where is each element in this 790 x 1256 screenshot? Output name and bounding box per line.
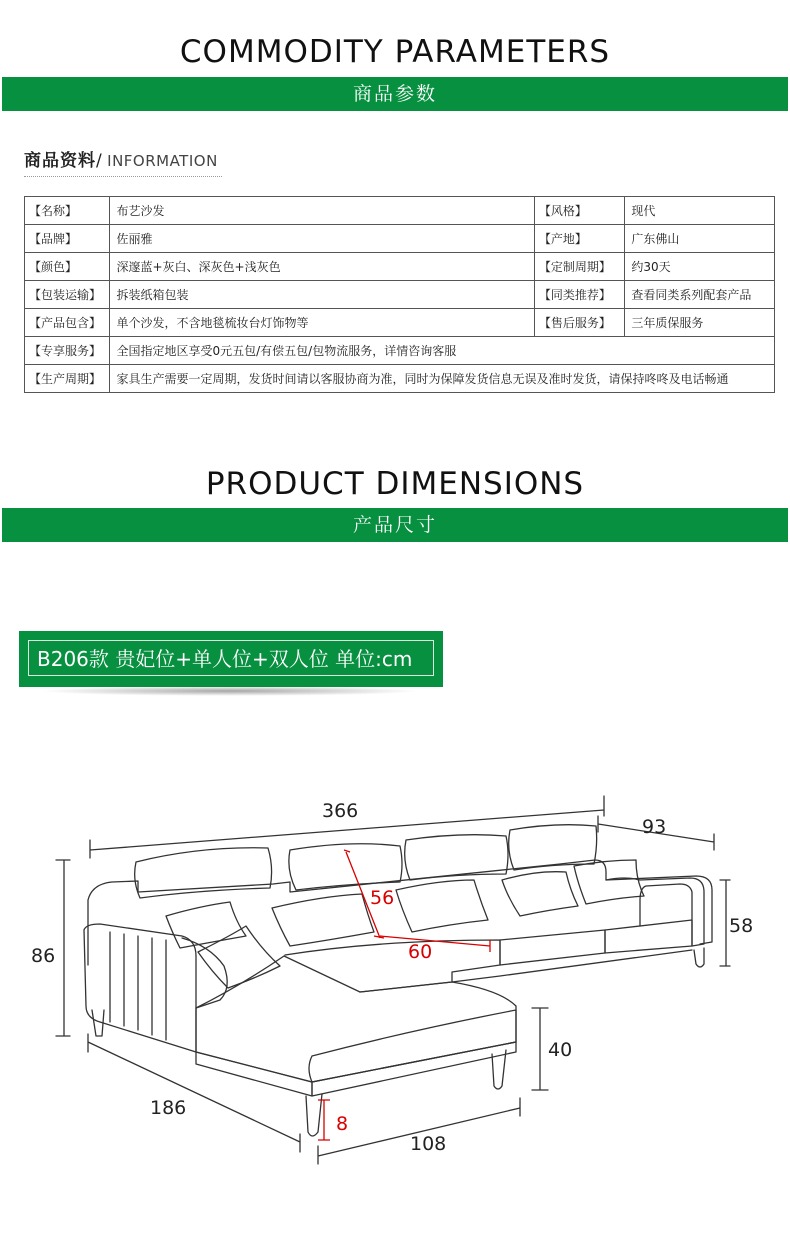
sofa-dimension-diagram <box>0 760 790 1180</box>
param-value: 家具生产需要一定周期，发货时间请以客服协商为准，同时为保障发货信息无误及准时发货，请保持咚咚及电话畅通 <box>110 365 775 393</box>
sofa-base-line <box>452 950 692 982</box>
product-dimensions-title: PRODUCT DIMENSIONS <box>205 466 585 502</box>
chaise-base-front <box>312 1042 516 1096</box>
param-value: 拆装纸箱包装 <box>110 281 534 309</box>
throw-pillow-2 <box>396 880 488 932</box>
model-label-shadow <box>40 686 420 696</box>
dim-leg-height: 8 <box>336 1113 349 1135</box>
param-key: 【专享服务】 <box>25 337 110 365</box>
table-row <box>25 225 775 253</box>
param-value: 查看同类系列配套产品 <box>625 281 775 309</box>
leg-right-back <box>694 948 704 967</box>
table-row <box>25 309 775 337</box>
dim-chaise-length: 186 <box>150 1097 187 1119</box>
param-value: 布艺沙发 <box>110 197 534 225</box>
chaise-pillow-2 <box>198 926 280 988</box>
model-label: B206款 贵妃位+单人位+双人位 单位:cm <box>28 640 434 676</box>
param-value: 三年质保服务 <box>625 309 775 337</box>
back-cushion-4 <box>509 825 597 870</box>
param-key: 【包装运输】 <box>25 281 110 309</box>
param-value: 单个沙发，不含地毯梳妆台灯饰物等 <box>110 309 534 337</box>
dim-back-height: 58 <box>729 915 754 937</box>
param-key: 【名称】 <box>25 197 110 225</box>
chaise-seat-front <box>309 1010 516 1082</box>
product-dimensions-bar: 产品尺寸 <box>2 508 788 542</box>
dim-line-cushion-width <box>380 936 490 952</box>
parameters-table <box>24 196 775 393</box>
commodity-parameters-title: COMMODITY PARAMETERS <box>179 34 611 70</box>
left-seat-cushion <box>285 940 500 992</box>
param-key: 【定制周期】 <box>534 253 625 281</box>
throw-pillow-3 <box>502 872 578 916</box>
dim-total-height: 86 <box>31 945 56 967</box>
table-row <box>25 337 775 365</box>
param-key: 【品牌】 <box>25 225 110 253</box>
param-value: 佐丽雅 <box>110 225 534 253</box>
param-key: 【同类推荐】 <box>534 281 625 309</box>
info-heading-cn: 商品资料 <box>24 151 96 171</box>
model-label-box <box>19 631 443 687</box>
table-row <box>25 365 775 393</box>
throw-pillow-4 <box>574 860 644 904</box>
table-row <box>25 197 775 225</box>
dim-seat-height: 40 <box>548 1039 573 1061</box>
param-key: 【颜色】 <box>25 253 110 281</box>
param-value: 现代 <box>625 197 775 225</box>
table-row <box>25 281 775 309</box>
param-value: 广东佛山 <box>625 225 775 253</box>
dim-cushion-width: 60 <box>408 941 433 963</box>
middle-seat-cushion <box>500 930 605 965</box>
param-key: 【产品包含】 <box>25 309 110 337</box>
param-value: 约30天 <box>625 253 775 281</box>
info-heading-en: INFORMATION <box>107 152 218 170</box>
info-heading-sep: / <box>96 151 102 171</box>
param-key: 【生产周期】 <box>25 365 110 393</box>
param-key: 【风格】 <box>534 197 625 225</box>
right-seat-cushion <box>605 920 692 953</box>
table-row <box>25 253 775 281</box>
commodity-parameters-bar: 商品参数 <box>2 77 788 111</box>
dim-cushion-height: 56 <box>370 887 395 909</box>
info-heading <box>24 148 222 177</box>
dim-line-seat-height <box>532 1008 548 1090</box>
chaise-pillow-1 <box>166 902 246 948</box>
throw-pillow-1 <box>272 894 374 946</box>
dim-depth: 93 <box>642 816 667 838</box>
right-arm <box>606 878 704 946</box>
param-key: 【产地】 <box>534 225 625 253</box>
back-cushion-3 <box>405 835 508 880</box>
chaise-arm <box>84 924 196 1052</box>
param-value: 全国指定地区享受0元五包/有偿五包/包物流服务，详情咨询客服 <box>110 337 775 365</box>
dim-chaise-width: 108 <box>410 1133 447 1155</box>
dim-total-width: 366 <box>322 800 359 822</box>
chaise-arm-stitching <box>110 932 166 1040</box>
chaise-arm-roll <box>182 938 227 1008</box>
param-value: 深邃蓝+灰白、深灰色+浅灰色 <box>110 253 534 281</box>
chaise-base-side <box>196 1052 312 1096</box>
sofa-back-outline <box>88 860 712 965</box>
dim-line-total-height <box>56 860 70 1036</box>
param-key: 【售后服务】 <box>534 309 625 337</box>
